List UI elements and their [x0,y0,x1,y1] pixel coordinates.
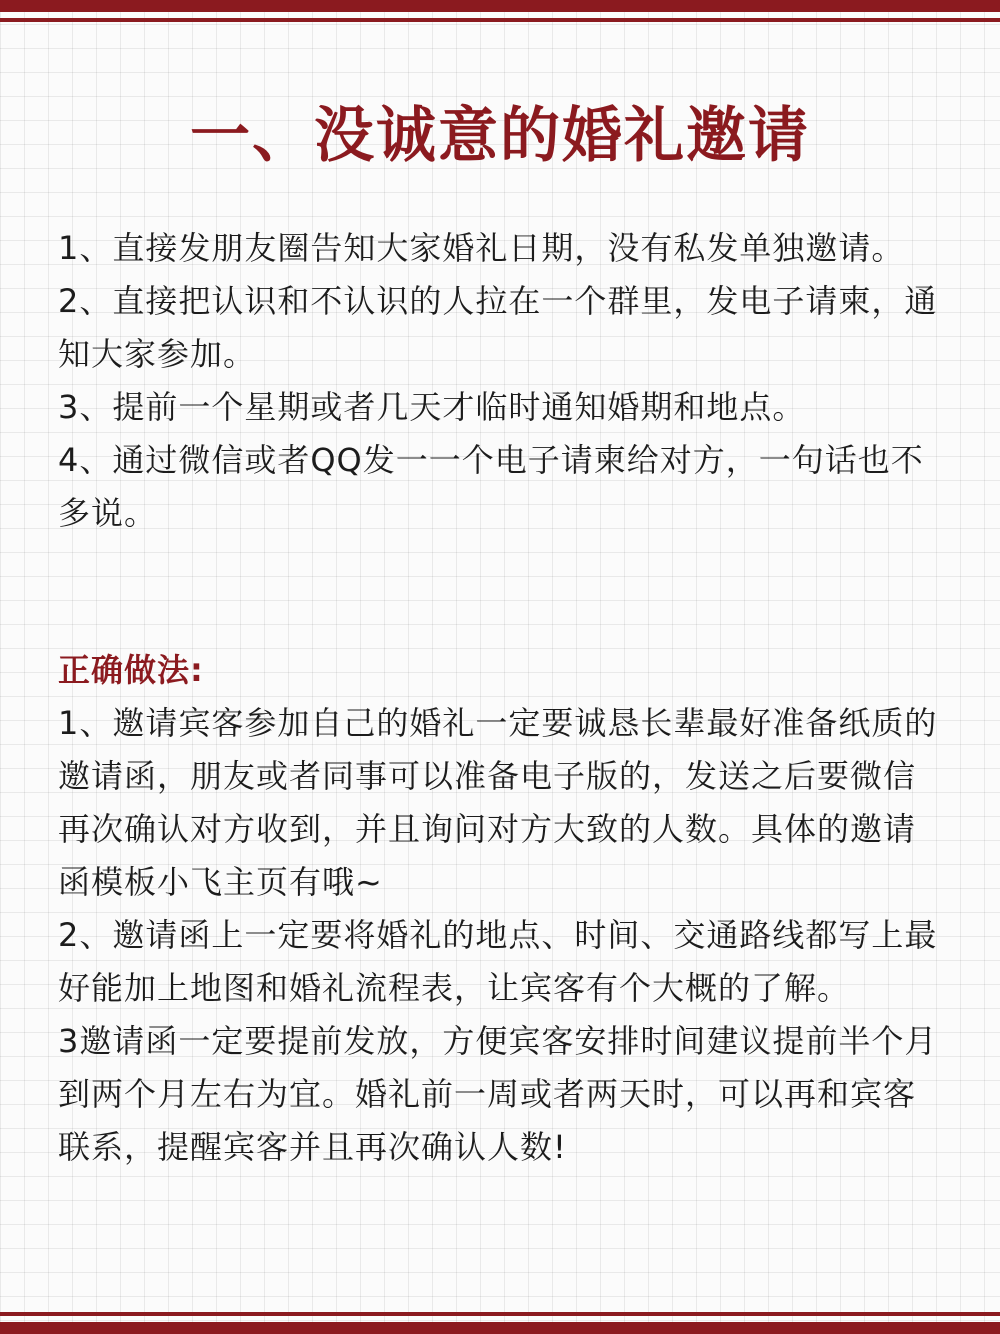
list-item: 2、邀请函上一定要将婚礼的地点、时间、交通路线都写上最好能加上地图和婚礼流程表，让宾客有个大概的了解。 [58,916,938,1007]
section-heading: 正确做法: [58,651,204,689]
page-title: 一、没诚意的婚礼邀请 [190,101,810,171]
list-item: 1、邀请宾客参加自己的婚礼一定要诚恳长辈最好准备纸质的邀请函，朋友或者同事可以准备电子版的，发送之后要微信再次确认对方收到，并且询问对方大致的人数。具体的邀请函模板小飞主页有哦~ [58,704,938,901]
bad-practices-list [58,222,948,540]
top-border-thick-bar [0,0,1000,12]
list-item: 4、通过微信或者QQ发一一个电子请柬给对方，一句话也不多说。 [58,441,924,532]
correct-practices-section [58,644,948,1174]
list-item: 1、直接发朋友圈告知大家婚礼日期，没有私发单独邀请。 [58,229,905,267]
bottom-border-thick-bar [0,1322,1000,1334]
list-item: 3邀请函一定要提前发放，方便宾客安排时间建议提前半个月到两个月左右为宜。婚礼前一周或者两天时，可以再和宾客联系，提醒宾客并且再次确认人数! [58,1022,938,1166]
bottom-border-thin-bar [0,1312,1000,1316]
top-border [0,0,1000,28]
bottom-border [0,1306,1000,1334]
list-item: 3、提前一个星期或者几天才临时通知婚期和地点。 [58,388,806,426]
top-border-thin-bar [0,18,1000,22]
list-item: 2、直接把认识和不认识的人拉在一个群里，发电子请柬，通知大家参加。 [58,282,938,373]
